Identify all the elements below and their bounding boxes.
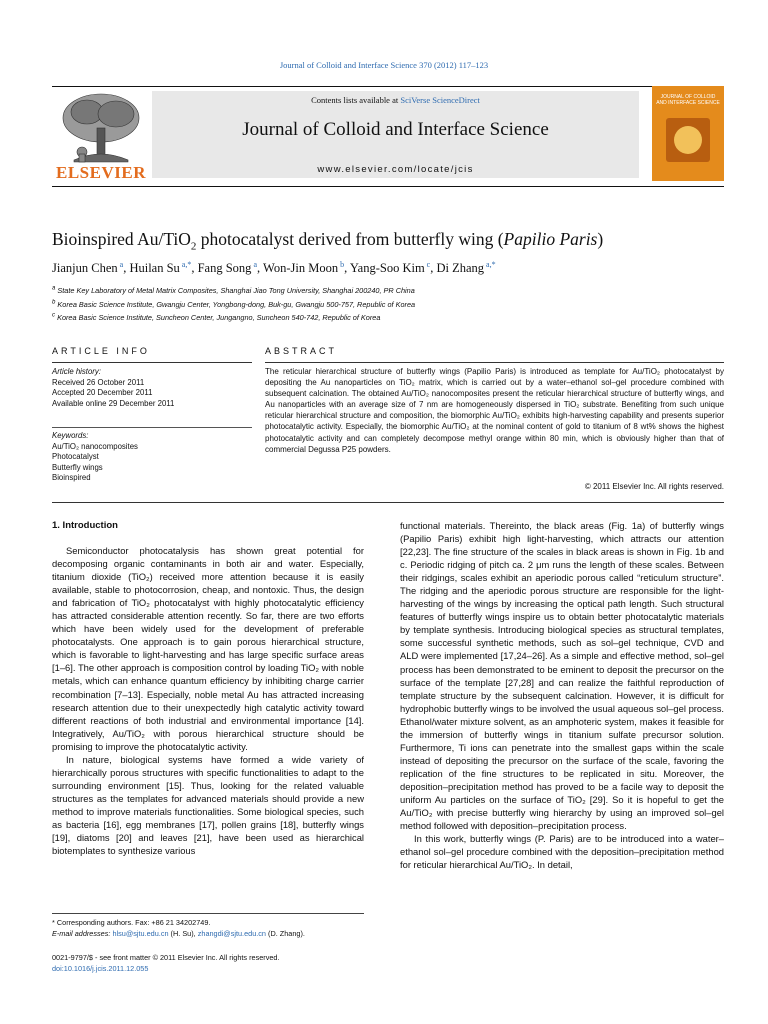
keyword: Au/TiO₂ nanocomposites (52, 441, 138, 451)
email-link[interactable]: hlsu@sjtu.edu.cn (112, 929, 169, 938)
body-paragraph: In this work, butterfly wings (P. Paris) are to be introduced into a water–ethanol sol–gel procedure combined with the deposition–precipitation method for reticular hierarchical Au/TiO₂. In detail, (400, 833, 724, 871)
history-item: Accepted 20 December 2011 (52, 388, 153, 397)
doi-link[interactable]: doi:10.1016/j.jcis.2011.12.055 (52, 963, 149, 973)
journal-citation[interactable]: Journal of Colloid and Interface Science 370 (2012) 117–123 (279, 60, 489, 70)
sciencedirect-link[interactable]: SciVerse ScienceDirect (400, 95, 480, 105)
masthead-bottom-rule (52, 186, 724, 187)
body-column-right (400, 519, 724, 871)
affiliation: $^b$ Korea Basic Science Institute, Gwangju Center, Yongbong-dong, Buk-gu, Gwangju 500-757, Republic of Korea (52, 298, 416, 309)
abstract-bottom-rule (52, 502, 724, 503)
body-paragraph: Semiconductor photocatalysis has shown great potential for decomposing organic contaminants in both air and water. Especially, titanium dioxide (TiO₂) received more attention because it is easily available, stable to photocorrosion, cheap, and nontoxic. Thus, the design and fabrication of TiO₂ photocatalyst with highly photocatalytic efficiency has attracted considerable attention recently. So far, there are two efforts which have been widely used for the development of preferable photocatalysts. One approach is to gain porous hierarchical structure, which is favorable to light-harvesting and has large specific surface areas [1–6]. The other approach is composition control by loading TiO₂ with noble metals, which can enhance quantum efficiency by inhibiting charge carrier recombination [7–13]. Especially, noble metal Au has attracted increasing research attention due to their unexpectedly high catalytic activity toward different reactions of both industrial and environmental importance [14]. Integratively, Au/TiO₂ with porous hierarchical structure should be promising to improve the photocatalytic activity. (52, 545, 364, 752)
info-rule (52, 362, 252, 363)
abstract-text: The reticular hierarchical structure of butterfly wings (Papilio Paris) is introduced as template for Au/TiO₂ photocatalyst by depositing the Au nanoparticles on TiO₂ matrix, which is carried out by a water–ethanol sol–gel procedure combined with subsequent calcination. The obtained Au/TiO₂ nanocomposites present the reticular hierarchical structure of butterfly wings, and Au nanoparticles with an average size of 7 nm are homogeneously dispersed in TiO₂ substrate. Benefiting from such unique reticular hierarchical structure and composition, the biomorphic Au/TiO₂ exhibits high-harvesting capability and presents superior photocatalytic activity. Especially, the biomorphic Au/TiO₂ at the nominal content of gold to titanium of 8 wt% shows the highest photocatalytic activity and can completely decompose methyl orange within 80 min, which is obviously higher than that of commercial Degussa P25 powders. (265, 367, 724, 454)
affiliations (52, 283, 732, 323)
abstract-copyright: © 2011 Elsevier Inc. All rights reserved. (584, 482, 724, 491)
affiliation: $^c$ Korea Basic Science Institute, Suncheon Center, Jungangno, Suncheon 540-742, Republic of Korea (52, 311, 381, 323)
journal-url[interactable]: www.elsevier.com/locate/jcis (317, 164, 474, 175)
affiliation: $^a$ State Key Laboratory of Metal Matrix Composites, Shanghai Jiao Tong University, Shanghai 200240, PR China (52, 285, 415, 296)
keyword: Photocatalyst (52, 452, 99, 461)
section-heading-introduction: 1. Introduction (52, 520, 118, 531)
cover-title: JOURNAL OF COLLOID AND INTERFACE SCIENCE (656, 94, 720, 106)
footnote-rule (52, 913, 364, 914)
author[interactable]: Jianjun Chen $^a$ (52, 260, 124, 276)
author[interactable]: Di Zhang $^{a,*}$ (436, 260, 496, 276)
contents-line (152, 95, 639, 105)
history-item: Available online 29 December 2011 (52, 398, 175, 408)
author[interactable]: Huilan Su $^{a,*}$ (129, 260, 192, 276)
front-matter-copyright: 0021-9797/$ - see front matter © 2011 Elsevier Inc. All rights reserved. doi:10.1016/j.jcis.2011.12.055 (52, 953, 452, 974)
abstract-heading: ABSTRACT (265, 346, 338, 356)
cover-image-detail (674, 126, 702, 154)
keywords: Keywords: Au/TiO₂ nanocomposites Photocatalyst Butterfly wings Bioinspired (52, 431, 252, 484)
article-history: Article history: Received 26 October 2011 Accepted 20 December 2011 Available online 29 December 2011 (52, 367, 252, 409)
author-list: Jianjun Chen $^a$, Huilan Su $^{a,*}$, Fang Song $^a$, Won-Jin Moon $^b$, Yang-Soo Kim $^c$, Di Zhang $^{a,*}$ (52, 260, 496, 276)
journal-cover-thumbnail[interactable] (652, 86, 724, 181)
body-paragraph: In nature, biological systems have formed a wide variety of hierarchically porous structures with specific functionalities to adapt to the surrounding environment [15]. Thus, looking for the related valuable structures as the templates for advanced materials should provide a new method to improve materials functionalities. Some biological species, such as bacteria [16], egg membranes [17], pollen grains [18], butterfly wings [19], diatoms [20] and leaves [21], have been used as hierarchical biotemplates to synthesize various (52, 753, 364, 857)
article-title: Bioinspired Au/TiO$_2$ photocatalyst derived from butterfly wing (Papilio Paris) (52, 229, 604, 253)
author[interactable]: Won-Jin Moon $^b$ (263, 260, 345, 276)
body-paragraph: functional materials. Thereinto, the black areas (Fig. 1a) of butterfly wings (Papilio Paris) exhibit high light-harvesting, which attracts our attention [22,23]. The fine structure of the scales in black areas is shown in Fig. 1b and c. Periodic ridging of pitch ca. 2 μm runs the length of these scales. Between their ridgings, scales exhibit an aperiodic porous called “reticulum structure”. The ridging and the aperiodic porous structure are responsible for the light-harvesting of the wings by increasing the optical path length. Such structural features of butterfly wings inspire us to obtain better photocatalytic materials by template synthesis. Introducing biological species as structural templates, some successful synthetic methods, such as sol–gel technique, CVD and ALD were implemented [17,24–26]. As a simple and effective method, sol–gel process has been demonstrated to be eminent to deposit the precursor on the surface of the template [27,28] and can realize the faithful reproduction of template structure by the subsequent calcination. However, it is difficult for hydrophobic butterfly wings to be involved the usual aqueous sol–gel process. Ethanol/water mixture solvent, as an amphoteric system, makes it feasible for the immersion of butterfly wings in titanium sulfate precursor solution. Furthermore, Ti ions can penetrate into the smallest gaps within the scale instead of depositing the precursor on the surface of the scale, favoring the replication of the fine structures to be replicated in situ. Moreover, the deposition–precipitation method has proved to be a facile way to deposit the uniform Au particles on the surface of TiO₂ [29]. So it is hopeful to get the Au/TiO₂ with precise butterfly wing hierarchy by using an improved sol–gel method followed with deposition–precipitation process. (400, 520, 724, 832)
elsevier-wordmark: ELSEVIER (56, 163, 146, 182)
body-column-left (52, 544, 364, 857)
keywords-rule (52, 427, 252, 428)
masthead-top-rule (52, 86, 724, 87)
contents-prefix: Contents lists available at (311, 95, 401, 105)
keyword: Bioinspired (52, 473, 91, 482)
history-item: Received 26 October 2011 (52, 377, 145, 387)
journal-title: Journal of Colloid and Interface Science (242, 119, 549, 140)
corresponding-author-footnote: * Corresponding authors. Fax: +86 21 34202749. E-mail addresses: hlsu@sjtu.edu.cn (H. Su), zhangdi@sjtu.edu.cn (D. Zhang). (52, 918, 305, 938)
article-info-heading: ARTICLE INFO (52, 346, 150, 356)
author[interactable]: Fang Song $^a$ (197, 260, 257, 276)
email-link[interactable]: zhangdi@sjtu.edu.cn (197, 929, 266, 938)
author[interactable]: Yang-Soo Kim $^c$ (349, 260, 431, 276)
abstract-rule (265, 362, 724, 363)
keyword: Butterfly wings (52, 462, 103, 472)
